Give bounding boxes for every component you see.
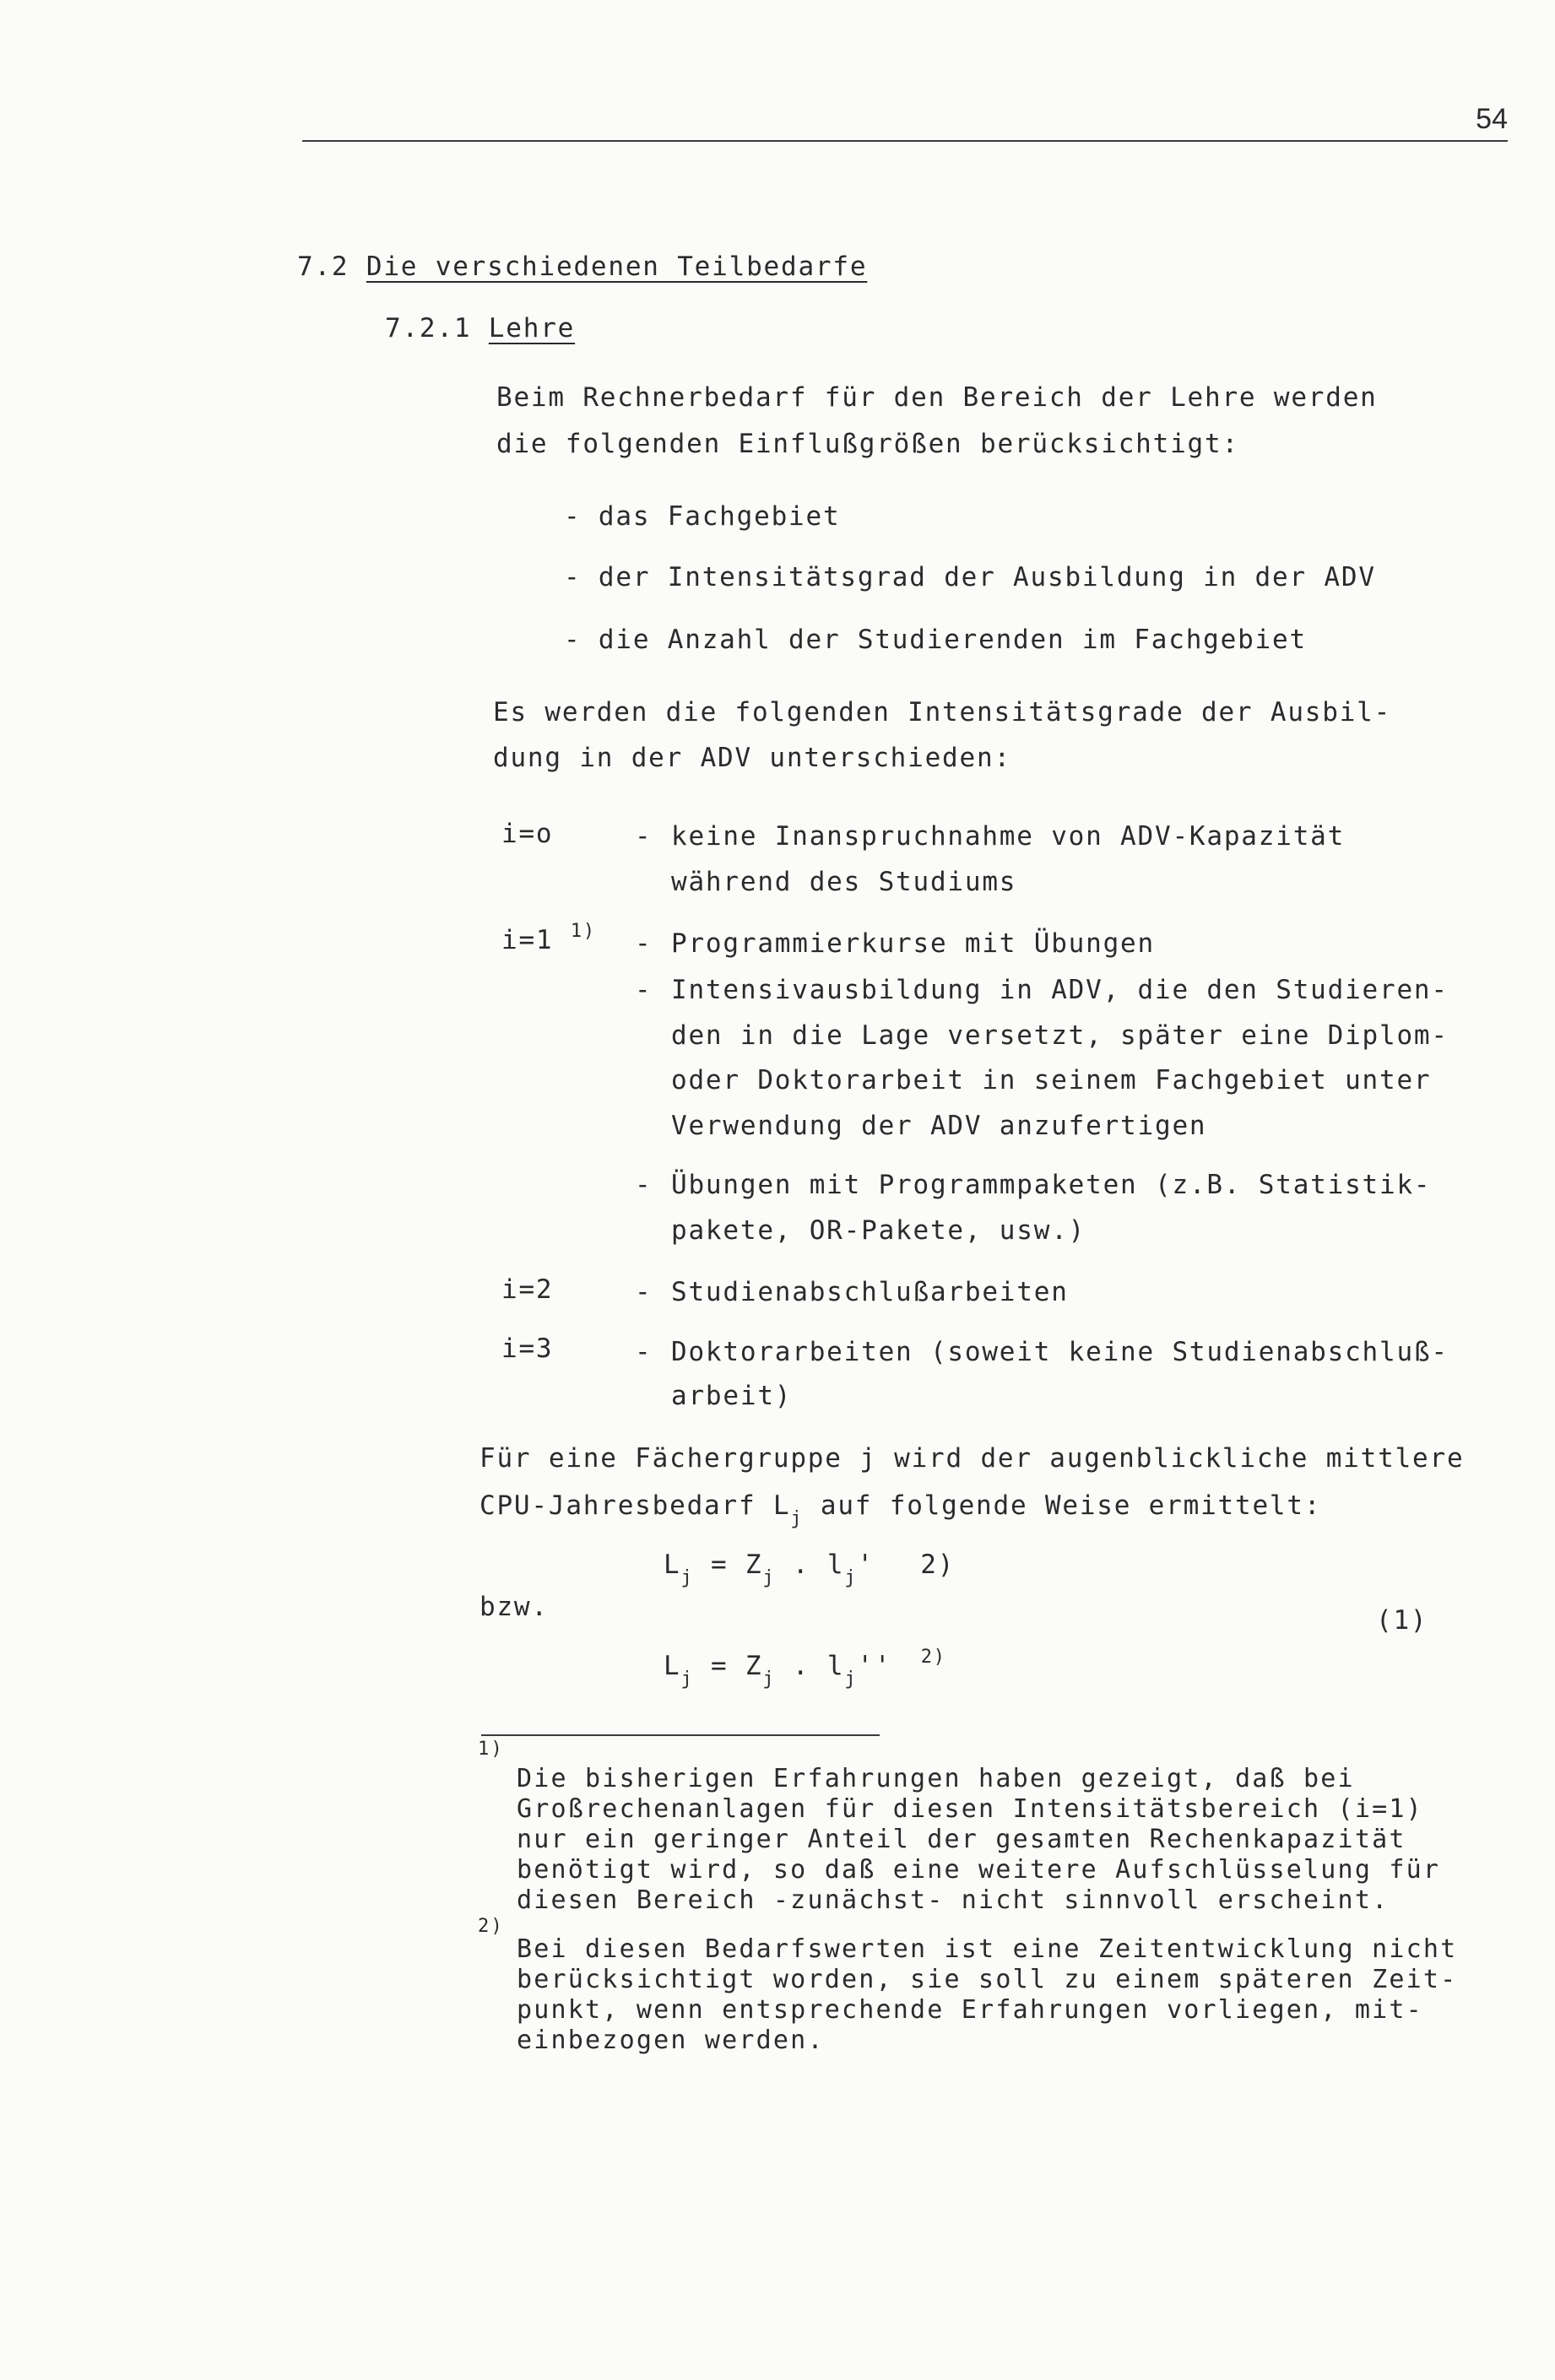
grade-dash: - — [635, 1337, 653, 1367]
subscript: j — [762, 1567, 776, 1588]
footnote-marker — [478, 1916, 504, 1954]
grade-item-line: keine Inanspruchnahme von ADV-Kapazität — [671, 821, 1346, 852]
symbol: L — [664, 1651, 681, 1681]
section-title: Die verschiedenen Teilbedarfe — [366, 252, 868, 282]
symbol: l — [826, 1550, 845, 1580]
subsection-heading — [385, 313, 575, 343]
grade-item-line: Übungen mit Programmpaketen (z.B. Statistik- — [671, 1170, 1432, 1200]
equation-2 — [664, 1647, 946, 1690]
subscript: j — [844, 1567, 858, 1588]
grade-dash: - — [635, 821, 653, 852]
footnote-line: benötigt wird, so daß eine weitere Aufschlüsselung für — [517, 1855, 1441, 1885]
operator: = — [693, 1550, 745, 1580]
footnote-1 — [517, 1764, 1440, 1916]
formula-intro-line-2 — [480, 1490, 1322, 1529]
grade-item-line: Intensivausbildung in ADV, die den Studieren- — [671, 975, 1449, 1005]
operator: . — [775, 1550, 827, 1580]
footnote-line: einbezogen werden. — [517, 2026, 825, 2055]
footnote-line: Großrechenanlagen für diesen Intensitätsbereich (i=1) — [517, 1794, 1423, 1824]
grade-item-line: arbeit) — [671, 1381, 793, 1411]
footnote-line: punkt, wenn entsprechende Erfahrungen vorliegen, mit- — [517, 1995, 1423, 2025]
equation-1 — [664, 1550, 956, 1588]
subscript: j — [680, 1669, 694, 1690]
footnote-marker-text: 2) — [478, 1916, 504, 1937]
symbol: l — [826, 1651, 845, 1681]
footnote-line: Die bisherigen Erfahrungen haben gezeigt, daß bei — [517, 1764, 1355, 1793]
symbol: L — [664, 1550, 681, 1580]
grade-dash: - — [635, 1277, 653, 1307]
grade-label-i0: i=o — [501, 819, 554, 849]
factor-item: - das Fachgebiet — [564, 501, 841, 532]
grade-dash: - — [635, 975, 653, 1005]
footnote-marker-text: 1) — [478, 1739, 504, 1760]
formula-intro-text: auf folgende Weise ermittelt: — [803, 1490, 1322, 1521]
factor-item: - der Intensitätsgrad der Ausbildung in der ADV — [564, 562, 1376, 592]
footnote-2 — [517, 1934, 1457, 2056]
grades-intro-line-2: dung in der ADV unterschieden: — [493, 743, 1011, 773]
intro-line-2: die folgenden Einflußgrößen berücksichtigt: — [496, 429, 1239, 459]
grade-item-line: den in die Lage versetzt, später eine Diplom- — [671, 1020, 1449, 1051]
subsection-title: Lehre — [488, 313, 576, 343]
factor-item: - die Anzahl der Studierenden im Fachgebiet — [564, 625, 1307, 655]
grade-item-line: pakete, OR-Pakete, usw.) — [671, 1215, 1086, 1246]
footnote-line: berücksichtigt worden, sie soll zu einem späteren Zeit- — [517, 1965, 1458, 1994]
grade-item-line: Programmierkurse mit Übungen — [671, 928, 1155, 959]
formula-intro-text: CPU-Jahresbedarf L — [480, 1490, 791, 1521]
section-heading — [297, 252, 867, 282]
section-number: 7.2 — [297, 252, 349, 282]
prime: '' — [857, 1651, 892, 1681]
subsection-number: 7.2.1 — [385, 313, 472, 343]
equation-number: (1) — [1376, 1605, 1428, 1636]
grade-label-i2: i=2 — [501, 1274, 554, 1305]
operator: = — [693, 1651, 745, 1681]
page-number: 54 — [1476, 103, 1508, 135]
footnote-ref-1: 1) — [570, 921, 596, 942]
grade-label-i1 — [501, 921, 596, 955]
footnote-line: diesen Bereich -zunächst- nicht sinnvoll erscheint. — [517, 1885, 1390, 1915]
grades-intro-line-1: Es werden die folgenden Intensitätsgrade der Ausbil- — [493, 697, 1392, 728]
grade-item-line: Doktorarbeiten (soweit keine Studienabschluß- — [671, 1337, 1449, 1367]
footnote-line: Bei diesen Bedarfswerten ist eine Zeitentwicklung nicht — [517, 1934, 1458, 1964]
footnote-ref-2: 2) — [920, 1550, 956, 1580]
symbol: Z — [745, 1550, 763, 1580]
subscript: j — [762, 1669, 776, 1690]
formula-intro-line-1: Für eine Fächergruppe j wird der augenblickliche mittlere — [480, 1443, 1465, 1474]
grade-item-line: oder Doktorarbeit in seinem Fachgebiet unter — [671, 1065, 1432, 1095]
footnote-marker — [478, 1739, 504, 1777]
intro-line-1: Beim Rechnerbedarf für den Bereich der Lehre werden — [496, 382, 1378, 413]
footnote-line: nur ein geringer Anteil der gesamten Rechenkapazität — [517, 1825, 1406, 1854]
bzw-label: bzw. — [480, 1592, 549, 1622]
footnote-ref-2: 2) — [920, 1647, 946, 1668]
operator: . — [775, 1651, 827, 1681]
grade-item-line: Verwendung der ADV anzufertigen — [671, 1111, 1207, 1141]
grade-item-line: während des Studiums — [671, 867, 1017, 897]
grade-dash: - — [635, 928, 653, 959]
symbol: Z — [745, 1651, 763, 1681]
header-rule — [302, 140, 1508, 142]
grade-label-text: i=1 — [501, 925, 554, 955]
subscript: j — [680, 1567, 694, 1588]
footnote-rule — [481, 1734, 880, 1736]
subscript: j — [790, 1508, 804, 1529]
grade-label-i3: i=3 — [501, 1333, 554, 1364]
grade-item-line: Studienabschlußarbeiten — [671, 1277, 1069, 1307]
subscript: j — [844, 1669, 858, 1690]
grade-dash: - — [635, 1170, 653, 1200]
prime: ' — [857, 1550, 875, 1580]
